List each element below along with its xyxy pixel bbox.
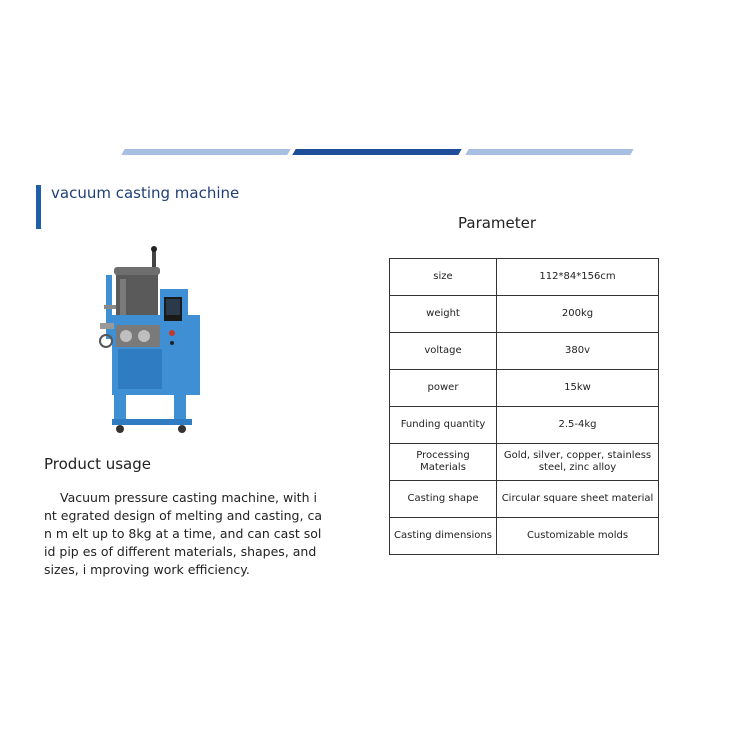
- param-value: 15kw: [497, 370, 659, 407]
- heading-accent-bar: [36, 185, 41, 229]
- table-row: [390, 333, 659, 370]
- table-row: [390, 444, 659, 481]
- parameter-table: [389, 258, 659, 555]
- table-row: [390, 481, 659, 518]
- param-name: Processing Materials: [390, 444, 497, 481]
- param-value: 380v: [497, 333, 659, 370]
- machine-image: [96, 245, 206, 435]
- param-name: size: [390, 259, 497, 296]
- decor-bar-center: [292, 149, 461, 155]
- product-usage-body: Vacuum pressure casting machine, with int egrated design of melting and casting, can m elt up to 8kg at a time, and can cast solid pip es of different materials, shapes, and sizes, i mproving work efficiency.: [44, 490, 322, 577]
- param-value: Customizable molds: [497, 518, 659, 555]
- param-name: Casting dimensions: [390, 518, 497, 555]
- param-name: voltage: [390, 333, 497, 370]
- parameter-title: Parameter: [458, 214, 537, 232]
- table-row: [390, 296, 659, 333]
- decor-bar-right: [465, 149, 633, 155]
- param-value: Gold, silver, copper, stainless steel, zinc alloy: [497, 444, 659, 481]
- param-value: Circular square sheet material: [497, 481, 659, 518]
- page-title: vacuum casting machine: [51, 184, 240, 202]
- param-name: weight: [390, 296, 497, 333]
- param-name: power: [390, 370, 497, 407]
- table-row: [390, 518, 659, 555]
- param-value: 200kg: [497, 296, 659, 333]
- table-row: [390, 407, 659, 444]
- param-value: 112*84*156cm: [497, 259, 659, 296]
- product-usage-title: Product usage: [44, 455, 151, 473]
- table-row: [390, 370, 659, 407]
- param-name: Casting shape: [390, 481, 497, 518]
- param-value: 2.5-4kg: [497, 407, 659, 444]
- table-row: [390, 259, 659, 296]
- decor-bar-left: [121, 149, 290, 155]
- param-name: Funding quantity: [390, 407, 497, 444]
